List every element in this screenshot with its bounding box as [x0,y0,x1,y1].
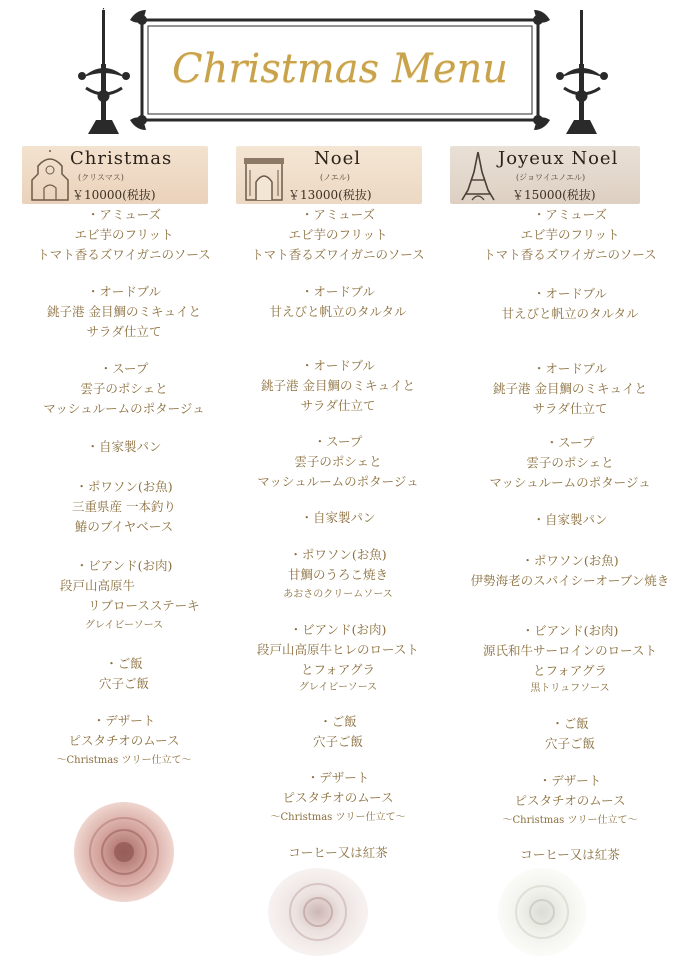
menu-line: トマト香るズワイガニのソース [251,247,425,262]
menu-line: ・オードブル [300,284,376,299]
menu-line: リブロースステーキ [88,598,200,613]
menu-line: トマト香るズワイガニのソース [483,247,657,262]
cathedral-icon [28,150,72,202]
menu-line: トマト香るズワイガニのソース [37,247,211,262]
course-price: ￥15000(税抜) [512,188,596,202]
menu-line: ピスタチオのムース [282,790,394,805]
menu-line: コーヒー又は紅茶 [520,847,620,862]
menu-line: ・ポワソン(お魚) [521,553,619,568]
menu-line: 雲子のポシェと [80,381,168,396]
menu-line: ・オードブル [532,361,608,376]
course-header-joyeux-noel [450,146,640,204]
menu-line: マッシュルームのポタージュ [257,474,419,489]
menu-line: エビ芋のフリット [288,227,388,242]
course-header-christmas [22,146,208,204]
menu-line: ・ご飯 [105,656,143,671]
menu-line: ピスタチオのムース [68,733,180,748]
menu-line: あおさのクリームソース [283,589,393,600]
menu-line: ・ポワソン(お魚) [289,547,387,562]
menu-line: ・自家製パン [532,512,608,527]
menu-line: ・スープ [313,434,363,449]
menu-line: 源氏和牛サーロインのロースト [482,643,657,658]
course-price: ￥13000(税抜) [288,188,372,202]
menu-line: 甘えびと帆立のタルタル [501,306,639,321]
course-kana: (ノエル) [320,173,350,182]
arc-de-triomphe-icon [242,150,286,202]
menu-line: 段戸山高原牛 [60,578,136,593]
menu-line: ・ビアンド(お肉) [75,558,173,573]
menu-line: ・オードブル [532,286,608,301]
menu-line: ・ビアンド(お肉) [289,622,387,637]
menu-line: 銚子港 金目鯛のミキュイと [261,378,415,393]
course-name: Joyeux Noel [498,148,619,169]
menu-line: コーヒー又は紅茶 [288,845,388,860]
menu-line: 段戸山高原牛ヒレのロースト [257,642,419,657]
menu-line: 銚子港 金目鯛のミキュイと [47,304,201,319]
title-frame [128,6,552,134]
menu-line: ・ポワソン(お魚) [75,479,173,494]
course-header-noel [236,146,422,204]
menu-line: グレイビーソース [84,620,164,631]
menu-line: 穴子ご飯 [312,734,363,749]
menu-line: 甘えびと帆立のタルタル [269,304,407,319]
menu-line: ・スープ [545,435,595,450]
candelabra-left-icon [74,8,134,138]
menu-line: 甘鯛のうろこ焼き [287,567,388,582]
white-rose-icon [266,862,370,958]
menu-line: ・デザート [538,773,602,788]
menu-line: マッシュルームのポタージュ [489,475,651,490]
menu-line: マッシュルームのポタージュ [43,401,205,416]
menu-line: 銚子港 金目鯛のミキュイと [493,381,647,396]
menu-line: 黒トリュフソース [530,683,610,694]
white-rose-icon [496,862,588,958]
course-price: ￥10000(税抜) [72,188,156,202]
page-title: Christmas Menu [171,46,509,92]
menu-line: サラダ仕立て [86,324,162,339]
menu-line: ・ビアンド(お肉) [521,623,619,638]
menu-line: ・ご飯 [551,716,589,731]
course-name: Christmas [70,148,173,169]
menu-line: ～Christmas ツリー仕立て～ [56,755,192,766]
menu-line: ・デザート [306,770,370,785]
menu-line: ・自家製パン [86,439,162,454]
menu-line: 鰆のブイヤベース [74,519,174,534]
pink-rose-icon [72,798,176,906]
menu-line: ・デザート [92,713,156,728]
course-kana: (クリスマス) [78,173,124,182]
menu-line: ～Christmas ツリー仕立て～ [270,812,406,823]
menu-line: 三重県産 一本釣り [72,499,176,514]
menu-line: 雲子のポシェと [294,454,382,469]
menu-line: ～Christmas ツリー仕立て～ [502,815,638,826]
menu-line: ピスタチオのムース [514,793,626,808]
menu-line: ・スープ [99,361,149,376]
menu-line: サラダ仕立て [300,398,376,413]
candelabra-right-icon [552,8,612,138]
menu-line: とフォアグラ [532,663,607,678]
menu-line: ・ご飯 [319,714,357,729]
menu-line: とフォアグラ [300,662,375,677]
menu-line: ・オードブル [300,358,376,373]
eiffel-tower-icon [456,150,500,202]
course-kana: (ジョワイユノエル) [516,173,586,182]
menu-line: ・自家製パン [300,510,376,525]
menu-line: ・アミューズ [86,207,162,222]
menu-line: サラダ仕立て [532,401,608,416]
menu-line: ・アミューズ [300,207,376,222]
course-name: Noel [314,148,361,169]
menu-line: エビ芋のフリット [74,227,174,242]
menu-line: 穴子ご飯 [98,676,149,691]
menu-line: 雲子のポシェと [526,455,614,470]
menu-line: ・アミューズ [532,207,608,222]
menu-line: 伊勢海老のスパイシーオーブン焼き [470,573,670,588]
menu-line: エビ芋のフリット [520,227,620,242]
menu-line: ・オードブル [86,284,162,299]
menu-line: グレイビーソース [298,682,378,693]
menu-line: 穴子ご飯 [544,736,595,751]
